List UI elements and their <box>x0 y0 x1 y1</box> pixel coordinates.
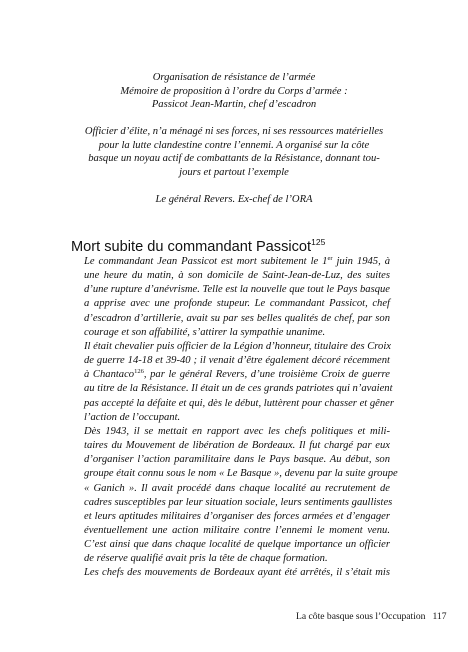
citation-line: pour la lutte clandestine contre l’ennemi. A organisé sur la côte <box>98 139 370 151</box>
ordinal-suffix: er <box>327 255 333 262</box>
body-line: courage et son affabilité, s’attirer la sympathie unanime. <box>84 326 326 338</box>
body-line-start: à Chantaco <box>84 369 135 381</box>
citation-signature: Le général Revers. Ex-chef de l’ORA <box>155 194 313 206</box>
body-line: cadres susceptibles par leur situation sociale, leurs sentiments gaullistes <box>84 496 393 508</box>
body-line: éventuellement une action militaire contre l’ennemi le moment venu. <box>84 524 390 536</box>
section-title: Mort subite du commandant Passicot <box>71 239 312 255</box>
body-line: groupe était connu sous le nom « Le Basque », devenu par la suite groupe <box>84 468 398 480</box>
body-line: « Ganich ». Il avait procédé dans chaque localité au recrutement de <box>84 482 390 494</box>
footnote-ref-126: 126 <box>134 368 144 376</box>
body-line: d’organiser l’action paramilitaire dans le Pays basque. Au début, son <box>84 454 390 466</box>
body-line: a apprise avec une profonde stupeur. Le commandant Passicot, chef <box>84 298 390 310</box>
citation-line: Organisation de résistance de l’armée <box>152 72 316 83</box>
citation-line: Mémoire de proposition à l’ordre du Corps d’armée : <box>120 85 348 97</box>
body-line: Les chefs des mouvements de Bordeaux ayant été arrêtés, il s’était mis <box>84 567 390 579</box>
body-line: au titre de la Résistance. Il était un de ces grands patriotes qui n’avaient <box>84 383 393 395</box>
body-line: l’action de l’occupant. <box>84 411 181 423</box>
body-line-end: juin 1945, à <box>332 256 391 267</box>
body-text <box>84 255 398 581</box>
body-line: d’escadron d’artillerie, avait su par ses belles qualités de chef, par son <box>84 312 390 324</box>
page-footer <box>296 611 447 623</box>
citation-block <box>70 71 398 207</box>
page-number: 117 <box>432 611 447 622</box>
citation-line: Officier d’élite, n’a ménagé ni ses forces, ni ses ressources matérielles <box>84 126 384 138</box>
body-line: Il était chevalier puis officier de la Légion d’honneur, titulaire des Croix <box>84 340 391 352</box>
body-line: d’une rupture d’anévrisme. Telle est la nouvelle que tout le Pays basque <box>84 284 390 296</box>
citation-spacer <box>70 112 398 126</box>
running-title: La côte basque sous l’Occupation <box>296 611 426 622</box>
body-line-end: , par le général Revers, d’une troisième Croix de guerre <box>143 369 390 381</box>
body-line: une heure du matin, à son domicile de Saint-Jean-de-Luz, des suites <box>84 270 390 282</box>
body-line: taires du Mouvement de libération de Bordeaux. Il fut chargé par eux <box>84 440 390 452</box>
body-line-start: Le commandant Jean Passicot est mort subitement le 1 <box>84 256 328 267</box>
body-line: et leurs aptitudes militaires d’organiser des forces armées et d’engager <box>84 510 390 522</box>
body-line: Dès 1943, il se mettait en rapport avec les chefs politiques et mili- <box>84 425 390 437</box>
body-line: de réserve qualifié avait pris la tête de chaque formation. <box>84 553 328 565</box>
footnote-ref-125: 125 <box>311 237 326 247</box>
body-line: C’est ainsi que dans chaque localité de quelque importance un officier <box>84 539 390 551</box>
citation-line: Passicot Jean-Martin, chef d’escadron <box>151 99 317 111</box>
citation-spacer <box>70 180 398 194</box>
citation-line: basque un noyau actif de combattants de la Résistance, donnant tou- <box>88 153 380 165</box>
body-line: de guerre 14-18 et 39-40 ; il venait d’être également décoré récemment <box>84 355 390 367</box>
body-line <box>84 255 390 269</box>
citation-line: jours et partout l’exemple <box>179 167 289 179</box>
body-line <box>84 368 390 382</box>
body-line: pas accepté la défaite et qui, dès le début, luttèrent pour chasser et gêner <box>84 397 394 409</box>
section-heading <box>71 238 325 256</box>
